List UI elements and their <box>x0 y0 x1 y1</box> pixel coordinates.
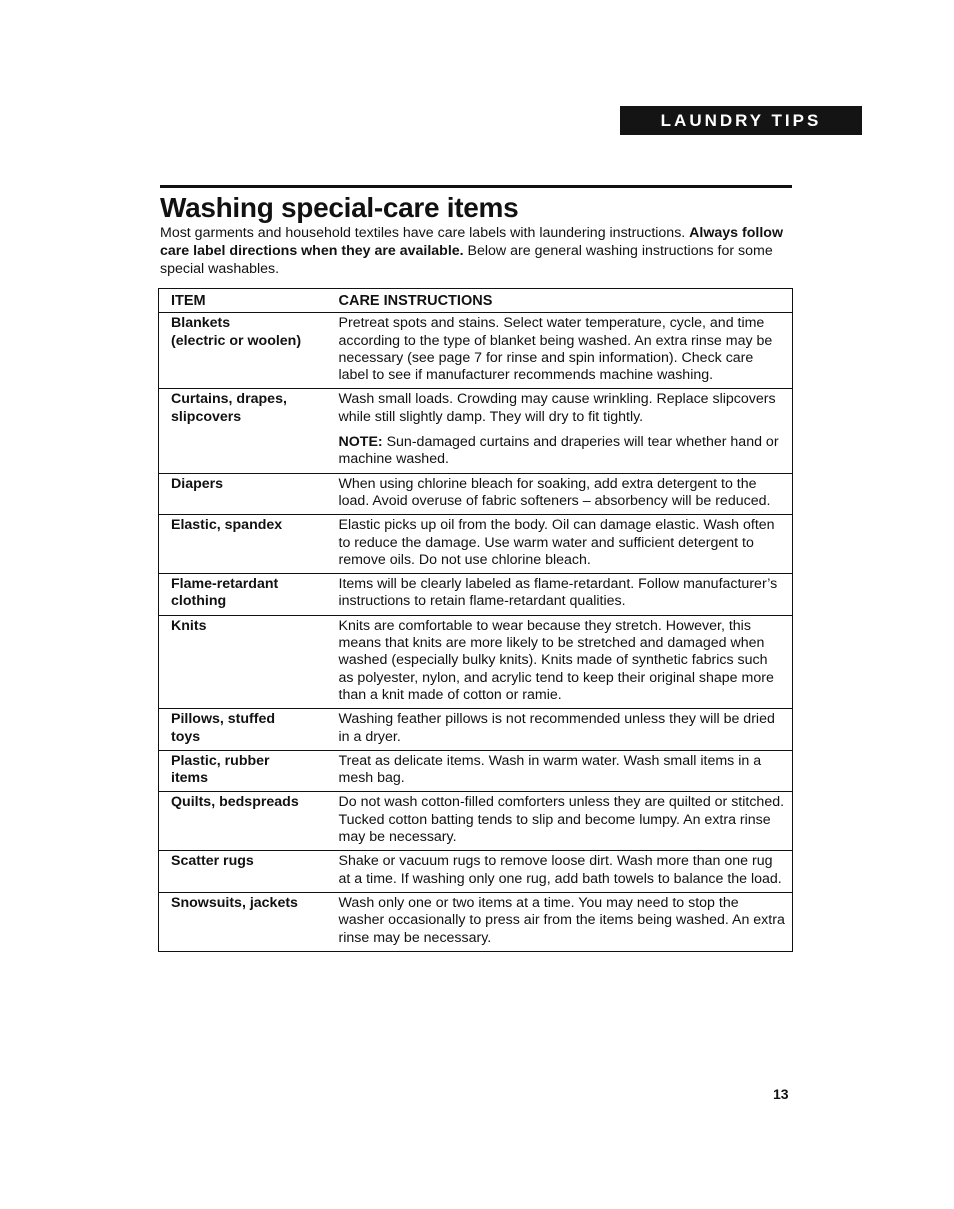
intro-text-start: Most garments and household textiles have care labels with laundering instructions. <box>160 225 690 241</box>
item-name: Knits <box>159 615 335 708</box>
item-name: Plastic, rubber items <box>159 750 335 792</box>
item-name: Scatter rugs <box>159 851 335 893</box>
item-name: Curtains, drapes, slipcovers <box>159 389 335 473</box>
table-row <box>159 892 793 951</box>
care-instruction-cell <box>335 515 793 574</box>
table-row <box>159 615 793 708</box>
care-instruction-cell <box>335 615 793 708</box>
note-label: NOTE: <box>338 434 383 451</box>
care-instruction-cell <box>335 389 793 473</box>
care-instruction-cell <box>335 473 793 515</box>
care-instruction-cell <box>335 892 793 951</box>
section-tab: LAUNDRY TIPS <box>620 106 862 135</box>
table-row <box>159 709 793 751</box>
table-row <box>159 313 793 389</box>
page-number: 13 <box>773 1086 789 1102</box>
item-name: Pillows, stuffed toys <box>159 709 335 751</box>
table-row <box>159 473 793 515</box>
care-instruction-cell <box>335 792 793 851</box>
care-instructions-table <box>158 288 793 952</box>
care-instruction-text: Wash small loads. Crowding may cause wrinkling. Replace slipcovers while still slightly damp. They will dry to fit tightly. <box>338 391 776 425</box>
item-name: Elastic, spandex <box>159 515 335 574</box>
table-row <box>159 515 793 574</box>
care-instruction-text: Washing feather pillows is not recommended unless they will be dried in a dryer. <box>338 711 775 745</box>
care-instruction-text: Elastic picks up oil from the body. Oil can damage elastic. Wash often to reduce the damage. Use warm water and sufficient detergent to remove oils. Do not use chlorine bleach. <box>338 517 775 568</box>
care-instruction-cell <box>335 313 793 389</box>
care-instruction-cell <box>335 851 793 893</box>
item-name: Snowsuits, jackets <box>159 892 335 951</box>
care-instruction-cell <box>335 709 793 751</box>
table-row <box>159 389 793 473</box>
care-instruction-cell <box>335 750 793 792</box>
care-instruction-text: Do not wash cotton-filled comforters unless they are quilted or stitched. Tucked cotton batting tends to slip and become lumpy. An extra rinse may be necessary. <box>338 794 785 846</box>
item-name: Quilts, bedspreads <box>159 792 335 851</box>
item-name: Diapers <box>159 473 335 515</box>
title-rule <box>160 185 792 188</box>
table-body <box>159 313 793 952</box>
care-instruction-text: When using chlorine bleach for soaking, add extra detergent to the load. Avoid overuse of fabric softeners – absorbency will be reduced. <box>338 475 771 509</box>
table-row <box>159 851 793 893</box>
care-instruction-text: Knits are comfortable to wear because they stretch. However, this means that knits are more likely to be stretched and damaged when washed (especially bulky knits). Knits made of synthetic fabrics such as polyester, nylon, and acrylic tend to keep their original shape more than a knit made of cotton or ramie. <box>338 617 774 703</box>
care-instruction-text: Shake or vacuum rugs to remove loose dirt. Wash more than one rug at a time. If washing only one rug, add bath towels to balance the load. <box>338 853 782 887</box>
table-row <box>159 792 793 851</box>
intro-paragraph <box>160 224 790 278</box>
care-note <box>339 434 787 469</box>
care-instruction-text: Wash only one or two items at a time. You may need to stop the washer occasionally to press air from the items being washed. An extra rinse may be necessary. <box>338 894 785 946</box>
column-header-item: ITEM <box>171 293 206 309</box>
care-instruction-cell <box>335 574 793 616</box>
table-header-row <box>159 289 793 313</box>
item-name: Flame-retardant clothing <box>159 574 335 616</box>
care-instruction-text: Pretreat spots and stains. Select water temperature, cycle, and time according to the type of blanket being washed. An extra rinse may be necessary (see page 7 for rinse and spin information). Check care label to see if manufacturer recommends machine washing. <box>338 315 773 384</box>
column-header-care-instructions: CARE INSTRUCTIONS <box>338 293 493 309</box>
intro-text-bold: Always follow care label directions when they are available. <box>160 225 783 259</box>
note-text: Sun-damaged curtains and draperies will tear whether hand or machine washed. <box>338 434 779 468</box>
care-instruction-text: Items will be clearly labeled as flame-retardant. Follow manufacturer’s instructions to retain flame-retardant qualities. <box>338 576 778 610</box>
care-instruction-text: Treat as delicate items. Wash in warm water. Wash small items in a mesh bag. <box>338 752 762 787</box>
table-row <box>159 750 793 792</box>
intro-text-end: Below are general washing instructions for some special washables. <box>160 243 773 277</box>
item-name: Blankets (electric or woolen) <box>159 313 335 389</box>
table-row <box>159 574 793 616</box>
page-title: Washing special-care items <box>160 192 519 223</box>
